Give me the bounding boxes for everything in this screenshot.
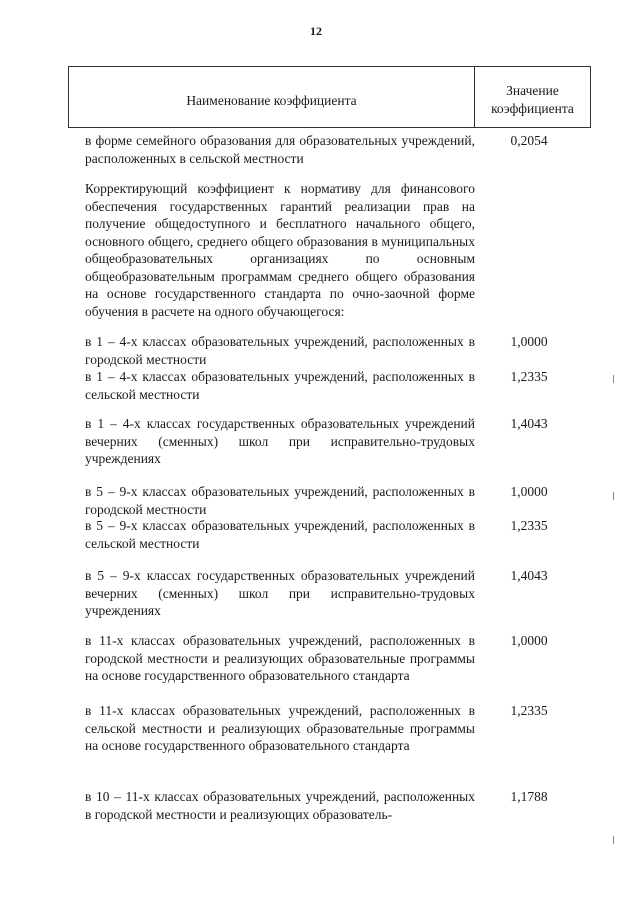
row-value: 1,2335 <box>510 518 548 533</box>
scan-mark <box>613 375 614 383</box>
row-value: 1,4043 <box>510 416 548 431</box>
row-value: 1,2335 <box>510 369 548 384</box>
scan-mark <box>613 492 614 500</box>
row-value: 1,0000 <box>510 484 548 499</box>
row-text: Корректирующий коэффициент к нормативу для финансового обеспечения государственных гарантий реализации прав на получение общедоступного и бесплатного начального общего, основного общего, среднего общего образования в муниципальных общеобразовательных организациях по основным общеобразовательным программам среднего общего образования на основе государственного стандарта по очно-заочной форме обучения в расчете на одного обучающегося: <box>85 181 475 319</box>
row-value: 1,0000 <box>510 633 548 648</box>
scan-mark <box>613 836 614 844</box>
row-text: в форме семейного образования для образовательных учреждений, расположенных в сельской местности <box>85 133 475 166</box>
header-value-line1: Значение <box>506 83 559 98</box>
row-value: 1,0000 <box>510 334 548 349</box>
row-value: 1,4043 <box>510 568 548 583</box>
row-text: в 11-х классах образовательных учреждений, расположенных в городской местности и реализующих образовательные программы на основе государственного образовательного стандарта <box>85 633 475 683</box>
row-text: в 1 – 4-х классах образовательных учреждений, расположенных в городской местности <box>85 334 475 367</box>
row-value: 1,1788 <box>510 789 548 804</box>
row-text: в 5 – 9-х классах государственных образовательных учреждений вечерних (сменных) школ при исправительно-трудовых учреждениях <box>85 568 475 618</box>
row-text: в 10 – 11-х классах образовательных учреждений, расположенных в городской местности и реализующих образователь- <box>85 789 475 822</box>
coefficient-table-header <box>68 66 591 128</box>
row-text: в 11-х классах образовательных учреждений, расположенных в сельской местности и реализующих образовательные программы на основе государственного образовательного стандарта <box>85 703 475 753</box>
header-coefficient-name: Наименование коэффициента <box>69 67 475 127</box>
row-text: в 5 – 9-х классах образовательных учреждений, расположенных в городской местности <box>85 484 475 517</box>
row-text: в 5 – 9-х классах образовательных учреждений, расположенных в сельской местности <box>85 518 475 551</box>
row-text: в 1 – 4-х классах государственных образовательных учреждений вечерних (сменных) школ при исправительно-трудовых учреждениях <box>85 416 475 466</box>
row-text: в 1 – 4-х классах образовательных учреждений, расположенных в сельской местности <box>85 369 475 402</box>
row-value: 1,2335 <box>510 703 548 718</box>
page-number: 12 <box>310 24 322 38</box>
row-value: 0,2054 <box>510 133 548 148</box>
header-value-line2: коэффициента <box>491 101 574 116</box>
header-coefficient-value <box>475 67 590 127</box>
